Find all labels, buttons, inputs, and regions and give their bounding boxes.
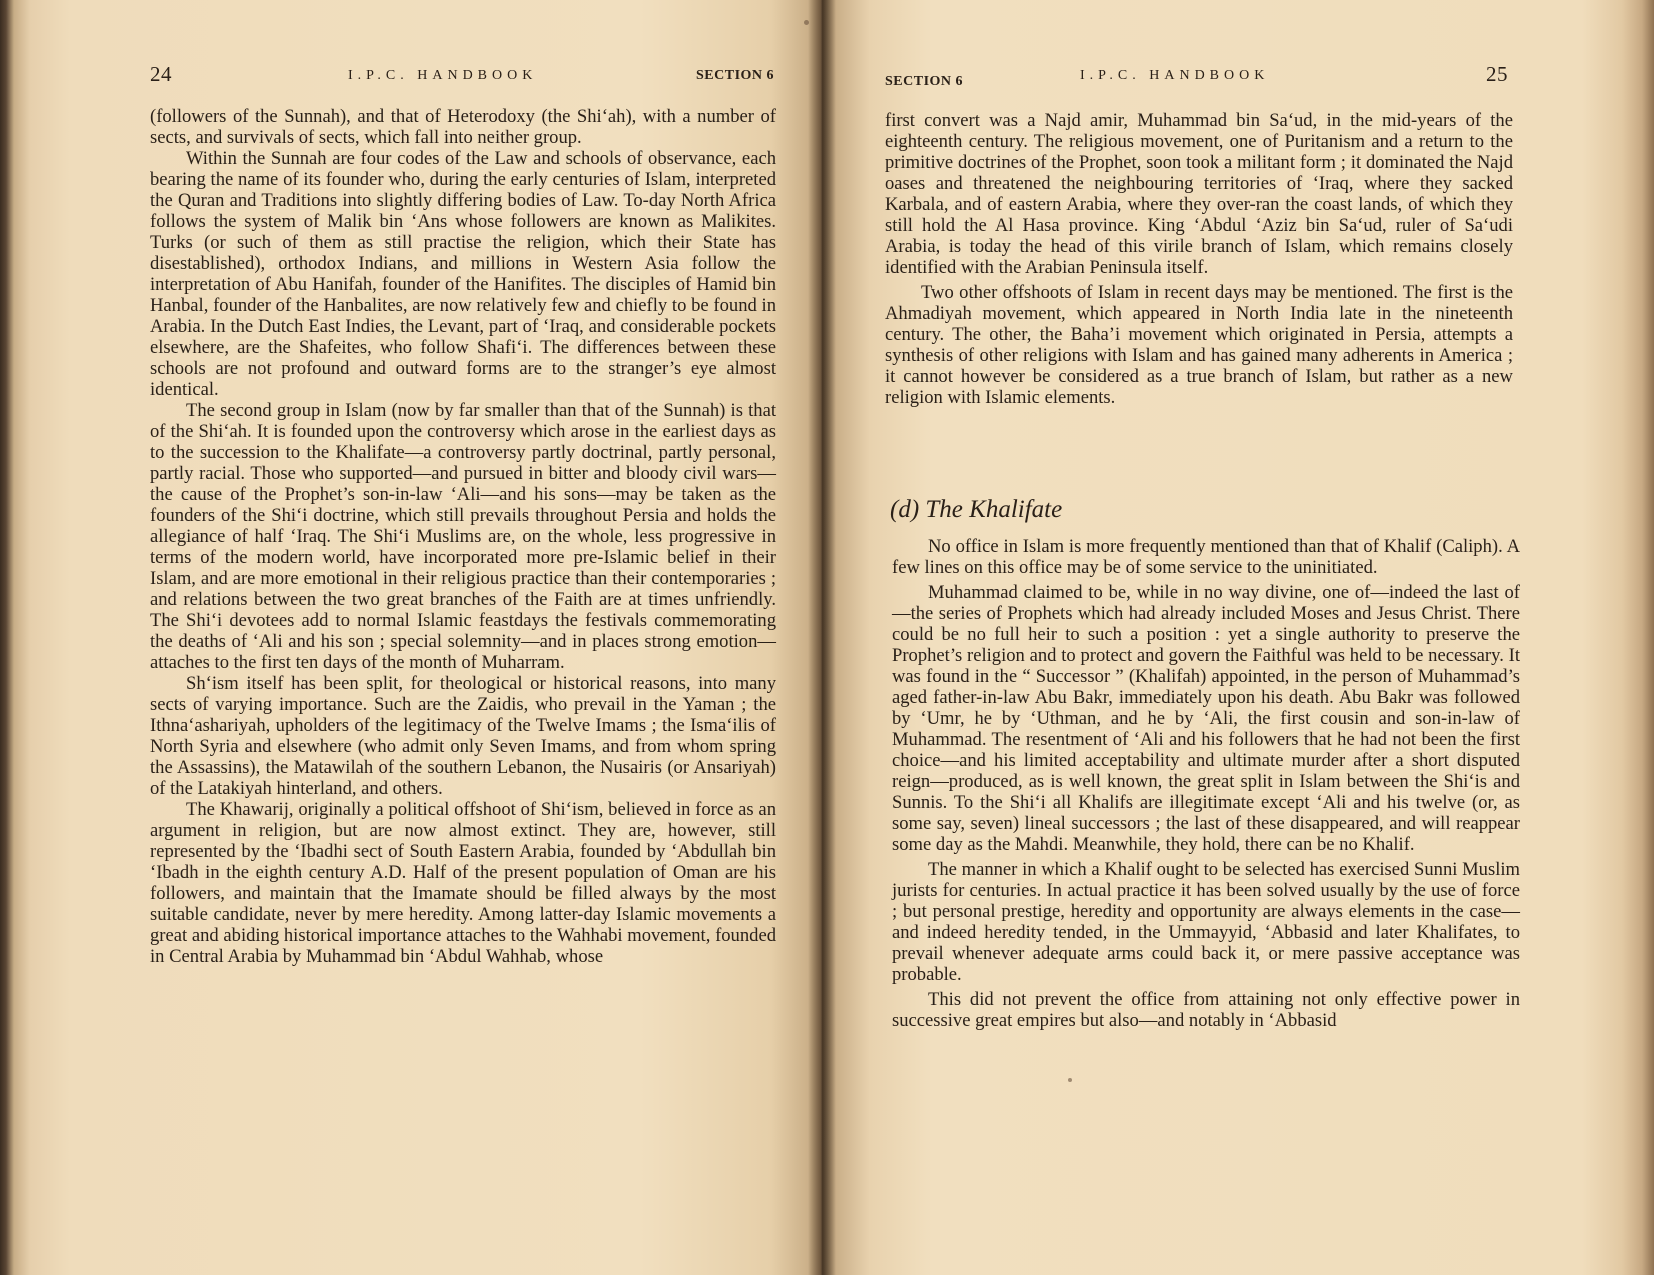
left-page-body xyxy=(150,106,776,967)
paragraph: Two other offshoots of Islam in recent days may be mentioned. The first is the Ahmadiyah movement, which appeared in North India late in the nineteenth century. The other, the Baha’i movement which originated in Persia, attempts a synthesis of other religions with Islam and has gained many adherents in America ; it cannot however be considered as a true branch of Islam, but rather as a new religion with Islamic elements. xyxy=(885,282,1513,408)
section-label: SECTION 6 xyxy=(885,74,964,89)
section-label: SECTION 6 xyxy=(696,68,775,83)
paragraph: Sh‘ism itself has been split, for theological or historical reasons, into many sects of varying importance. Such are the Zaidis, who prevail in the Yaman ; the Ithna‘ashariyah, upholders of the legitimacy of the Twelve Imams ; the Isma‘ilis of North Syria and elsewhere (who admit only Seven Imams, and from whom spring the Assassins), the Matawilah of the southern Lebanon, the Nusairis (or Ansariyah) of the Latakiyah hinterland, and others. xyxy=(150,673,776,799)
paragraph: (followers of the Sunnah), and that of Heterodoxy (the Shi‘ah), with a number of sects, and survivals of sects, which fall into neither group. xyxy=(150,106,776,148)
paragraph: Within the Sunnah are four codes of the Law and schools of observance, each bearing the name of its founder who, during the early centuries of Islam, interpreted the Quran and Traditions into slightly differing bodies of Law. To-day North Africa follows the system of Malik bin ‘Ans whose followers are known as Malikites. Turks (or such of them as still practise the religion, which their State has disestablished), orthodox Indians, and millions in Western Asia follow the interpretation of Abu Hanifah, founder of the Hanifites. The disciples of Hamid bin Hanbal, founder of the Hanbalites, are now relatively few and chiefly to be found in Arabia. In the Dutch East Indies, the Levant, part of ‘Iraq, and considerable pockets elsewhere, are the Shafeites, who follow Shafi‘i. The differences between these schools are not profound and outward forms are to the stranger’s eye almost identical. xyxy=(150,148,776,400)
section-heading: (d) The Khalifate xyxy=(890,496,1063,523)
paper-speck xyxy=(1068,1078,1072,1082)
paragraph: No office in Islam is more frequently mentioned than that of Khalif (Caliph). A few lines on this office may be of some service to the uninitiated. xyxy=(892,536,1520,578)
left-page-header xyxy=(0,62,822,90)
running-title: I.P.C. HANDBOOK xyxy=(348,68,538,83)
page-number: 25 xyxy=(1486,62,1508,86)
paragraph: This did not prevent the office from attaining not only effective power in successive great empires but also—and notably in ‘Abbasid xyxy=(892,989,1520,1031)
right-page-body-top xyxy=(885,110,1513,408)
book-gutter xyxy=(808,0,836,1275)
page-number: 24 xyxy=(150,62,172,86)
paragraph: Muhammad claimed to be, while in no way divine, one of—indeed the last of—the series of Prophets which had already included Moses and Jesus Christ. There could be no full heir to such a position : yet a single authority to preserve the Prophet’s religion and to protect and govern the Faithful was held to be necessary. It was found in the “ Successor ” (Khalifah) appointed, in the person of Muhammad’s aged father-in-law Abu Bakr, immediately upon his death. Abu Bakr was followed by ‘Umr, he by ‘Uthman, and he by ‘Ali, the first cousin and son-in-law of Muhammad. The resentment of ‘Ali and his followers that he had not been the first choice—and his limited acceptability and ultimate murder after a short disputed reign—produced, as is well known, the great split in Islam between the Shi‘is and Sunnis. To the Shi‘i all Khalifs are illegitimate except ‘Ali and his twelve (or, as some say, seven) lineal successors ; the last of these disappeared, and will reappear some day as the Mahdi. Meanwhile, they hold, there can be no Khalif. xyxy=(892,582,1520,855)
right-page xyxy=(822,0,1654,1275)
right-page-header xyxy=(822,62,1654,90)
right-page-body-bottom xyxy=(892,536,1520,1031)
paragraph: The Khawarij, originally a political offshoot of Shi‘ism, believed in force as an argument in religion, but are now almost extinct. They are, however, still represented by the ‘Ibadhi sect of South Eastern Arabia, founded by ‘Abdullah bin ‘Ibadh in the eighth century A.D. Half of the present population of Oman are his followers, and maintain that the Imamate should be filled always by the most suitable candidate, never by mere heredity. Among latter-day Islamic movements a great and abiding historical importance attaches to the Wahhabi movement, founded in Central Arabia by Muhammad bin ‘Abdul Wahhab, whose xyxy=(150,799,776,967)
left-page xyxy=(0,0,822,1275)
paragraph: The manner in which a Khalif ought to be selected has exercised Sunni Muslim jurists for centuries. In actual practice it has been solved usually by the use of force ; but personal prestige, heredity and opportunity are always elements in the case—and indeed heredity tended, in the Ummayyid, ‘Abbasid and later Khalifates, to prevail whenever adequate arms could back it, or mere passive acceptance was probable. xyxy=(892,859,1520,985)
running-title: I.P.C. HANDBOOK xyxy=(1080,68,1270,83)
paragraph: The second group in Islam (now by far smaller than that of the Sunnah) is that of the Shi‘ah. It is founded upon the controversy which arose in the earliest days as to the succession to the Khalifate—a controversy partly doctrinal, partly personal, partly racial. Those who supported—and pursued in bitter and bloody civil wars—the cause of the Prophet’s son-in-law ‘Ali—and his sons—may be taken as the founders of the Shi‘i doctrine, which still prevails throughout Persia and holds the allegiance of half ‘Iraq. The Shi‘i Muslims are, on the whole, less progressive in terms of the modern world, have incorporated more pre-Islamic belief in their Islam, and are more emotional in their religious practice than their contemporaries ; and relations between the two great branches of the Faith are at times unfriendly. The Shi‘i devotees add to normal Islamic feastdays the festivals commemorating the deaths of ‘Ali and his son ; special solemnity—and in places strong emotion—attaches to the first ten days of the month of Muharram. xyxy=(150,400,776,673)
paragraph: first convert was a Najd amir, Muhammad bin Sa‘ud, in the mid-years of the eighteenth century. The religious movement, one of Puritanism and a return to the primitive doctrines of the Prophet, soon took a militant form ; it dominated the Najd oases and threatened the neighbouring territories of ‘Iraq, where they sacked Karbala, and of eastern Arabia, where they over-ran the coast lands, of which they still hold the Al Hasa province. King ‘Abdul ‘Aziz bin Sa‘ud, ruler of Sa‘udi Arabia, is today the head of this virile branch of Islam, which remains closely identified with the Arabian Peninsula itself. xyxy=(885,110,1513,278)
paper-speck xyxy=(804,20,809,25)
